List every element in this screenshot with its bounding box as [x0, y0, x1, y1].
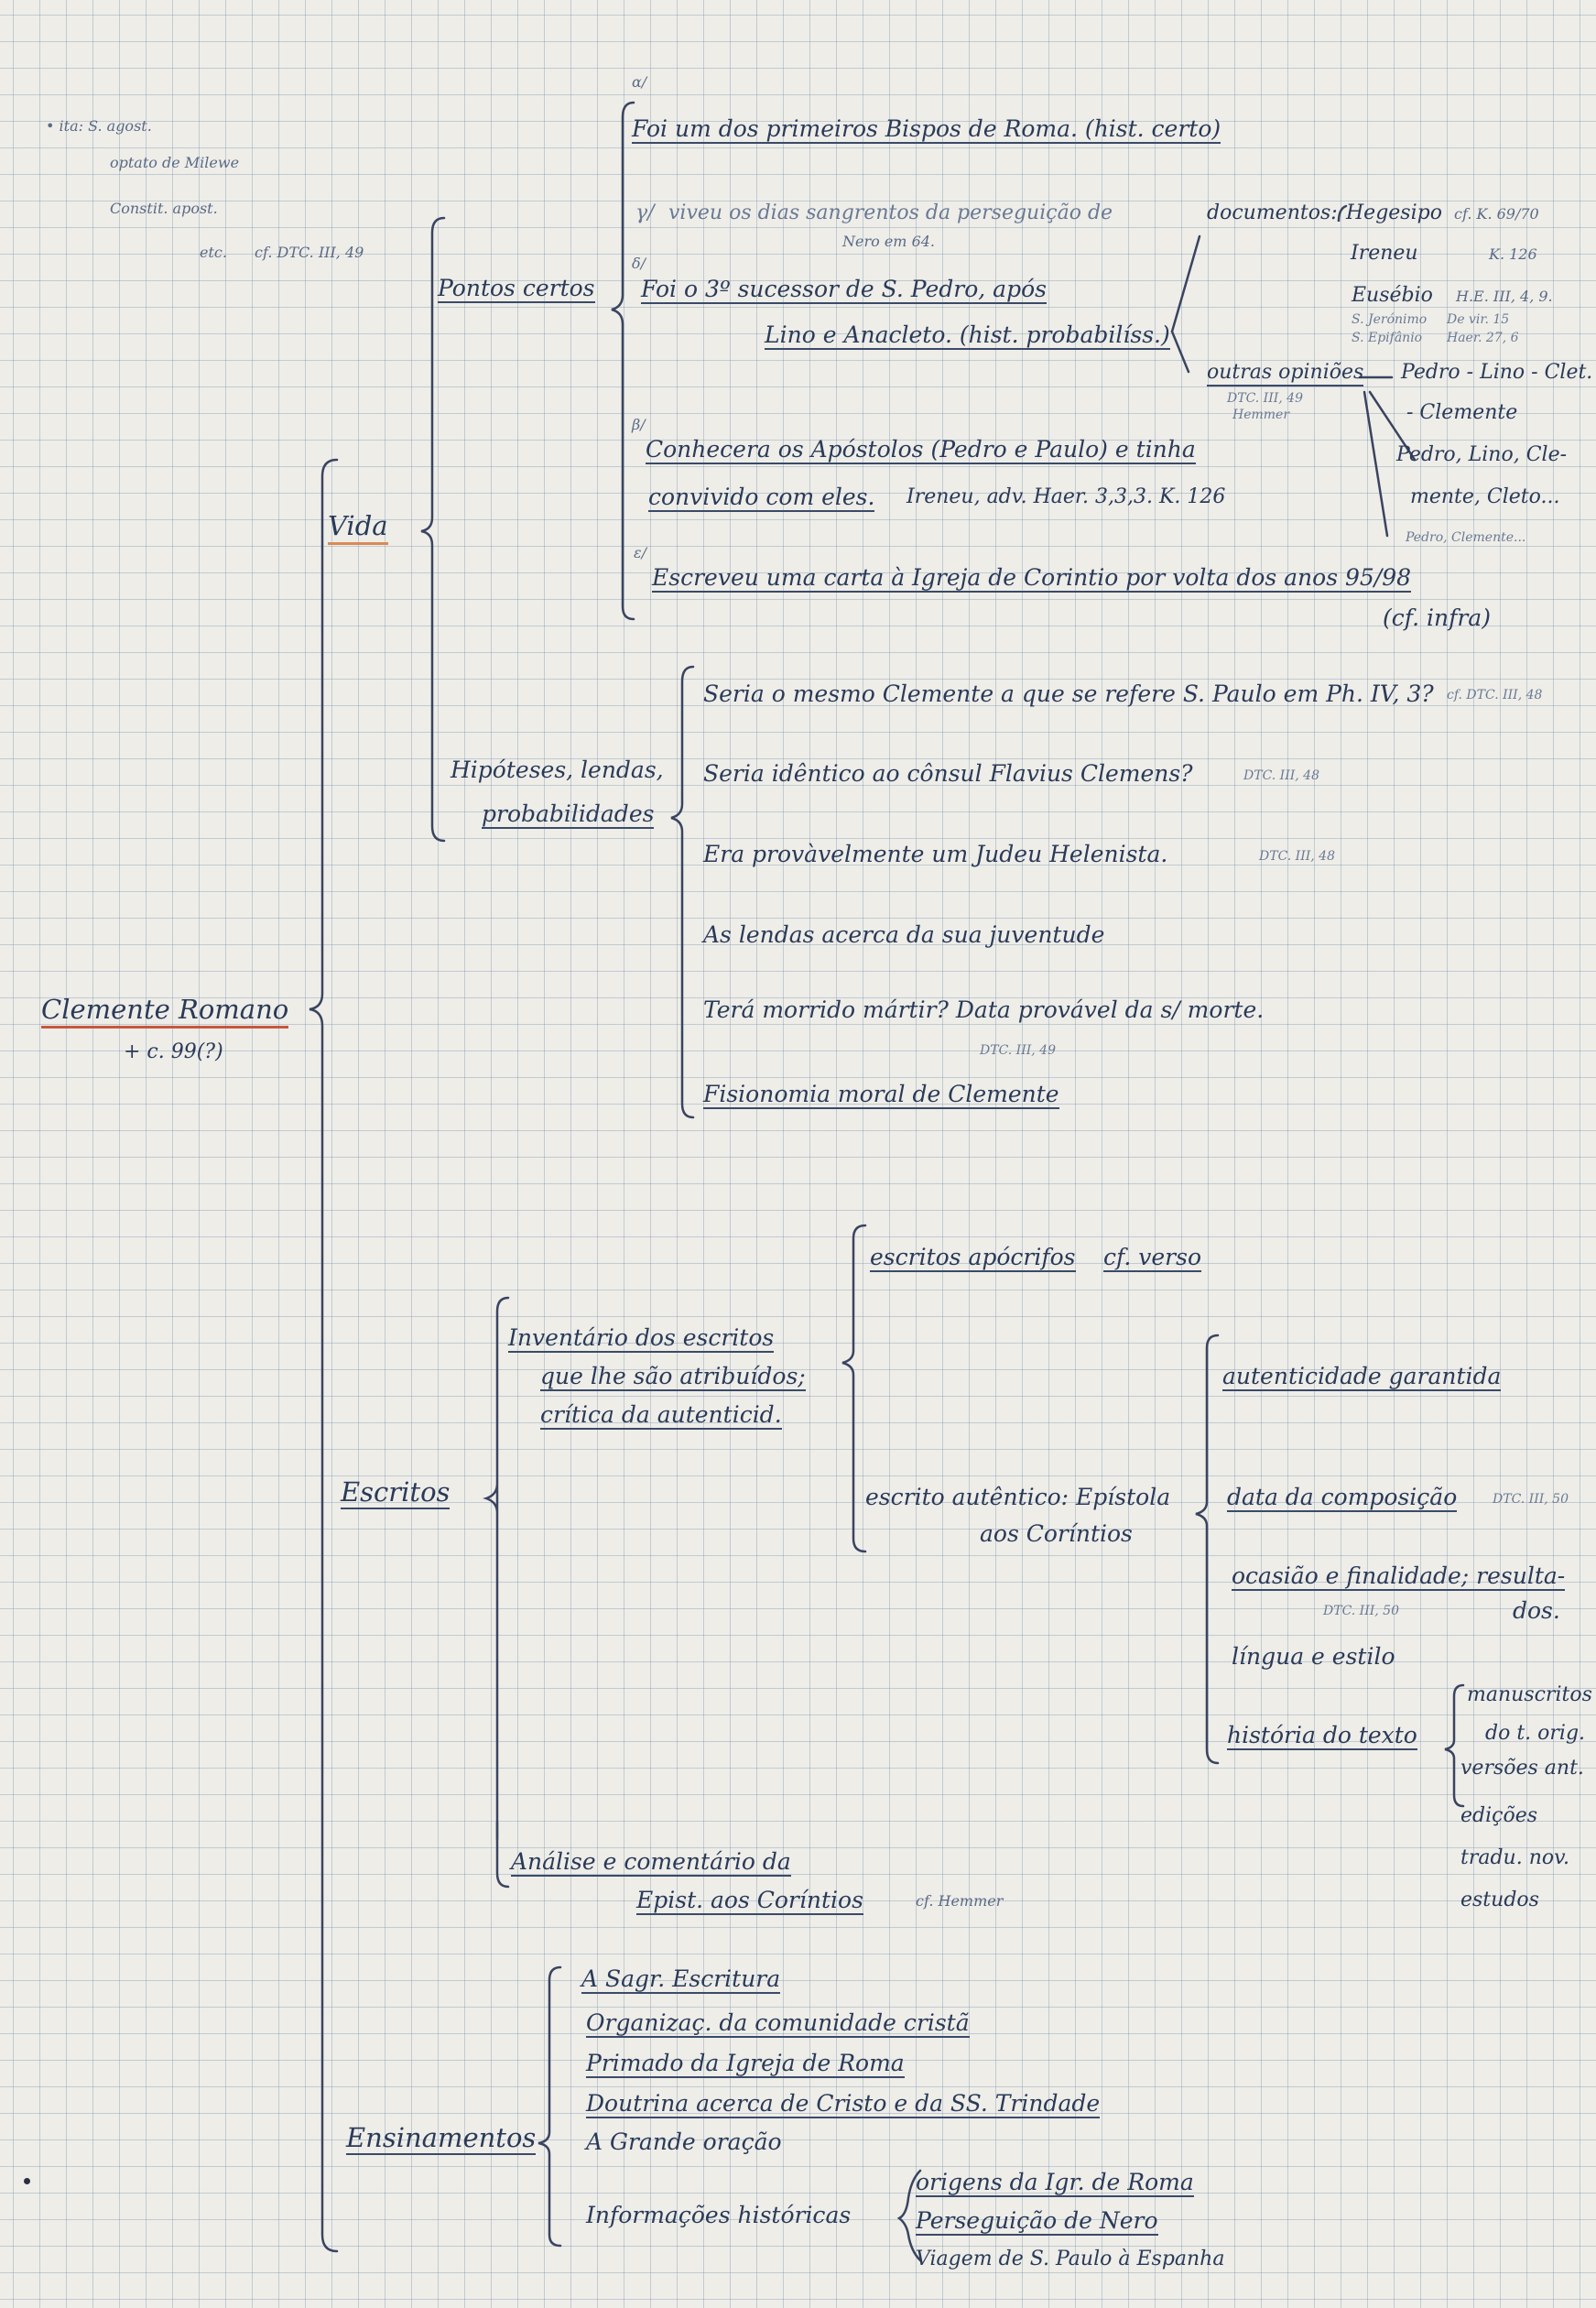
- documentos-entry: S. Jerónimo: [1352, 312, 1428, 327]
- escrito-autentico-2: aos Coríntios: [980, 1520, 1133, 1547]
- inventario-line-2: que lhe são atribuídos;: [540, 1363, 806, 1389]
- analise-ref: cf. Hemmer: [916, 1892, 1004, 1910]
- outras-opinioes-ref: DTC. III, 49: [1227, 391, 1303, 406]
- hipotese-item-2: Seria idêntico ao cônsul Flavius Clemens?: [703, 760, 1193, 787]
- ensinamento-item: Organizaç. da comunidade cristã: [586, 2009, 970, 2036]
- hipotese-item-3: Era provàvelmente um Judeu Helenista.: [703, 841, 1168, 867]
- historia-item: do t. orig.: [1485, 1722, 1586, 1745]
- vida-label: Vida: [328, 513, 388, 545]
- ensinamento-item: Doutrina acerca de Cristo e da SS. Trindade: [586, 2090, 1101, 2117]
- root-subtitle: + c. 99(?): [124, 1040, 223, 1063]
- pontos-item-5: Escreveu uma carta à Igreja de Corintio por volta dos anos 95/98: [652, 564, 1412, 591]
- item-marker: ε/: [634, 544, 646, 561]
- aspect-item: história do texto: [1227, 1722, 1417, 1748]
- pontos-item-4-cont: convivido com eles.: [648, 484, 875, 510]
- escritos-brace: [486, 1298, 508, 1839]
- inventario-line-3: crítica da autenticid.: [540, 1401, 782, 1428]
- item-marker: δ/: [632, 255, 646, 272]
- aspect-suffix: dos.: [1513, 1597, 1560, 1624]
- hipotese-item-6: Fisionomia moral de Clemente: [703, 1081, 1059, 1107]
- pontos-item-4: Conhecera os Apóstolos (Pedro e Paulo) e tinha: [646, 436, 1196, 463]
- hipotese-item-4: As lendas acerca da sua juventude: [703, 921, 1105, 948]
- hipoteses-brace: [671, 667, 693, 1117]
- documentos-ref: H.E. III, 4, 9.: [1456, 288, 1553, 305]
- escrito-autentico-1: escrito autêntico: Epístola: [865, 1484, 1171, 1510]
- vida-brace: [421, 218, 444, 841]
- margin-note-1: • ita: S. agost.: [46, 117, 152, 135]
- escritos-apocrifos-ref: cf. verso: [1103, 1244, 1202, 1270]
- aspect-ref: DTC. III, 50: [1493, 1492, 1569, 1507]
- hipotese-item-5: Terá morrido mártir? Data provável da s/ morte.: [703, 996, 1265, 1023]
- opiniao-entry: Pedro, Clemente...: [1406, 530, 1526, 545]
- aspect-item: língua e estilo: [1232, 1643, 1395, 1670]
- pontos-item-3: Foi o 3º sucessor de S. Pedro, após: [641, 276, 1047, 302]
- margin-note-5: cf. DTC. III, 49: [255, 244, 364, 261]
- inventario-brace: [842, 1225, 865, 1551]
- analise-line-1: Análise e comentário da: [511, 1848, 791, 1875]
- aspect-item: autenticidade garantida: [1222, 1363, 1502, 1389]
- margin-note-2: optato de Milewe: [110, 154, 240, 171]
- hipotese-ref-2: DTC. III, 48: [1243, 768, 1319, 783]
- historica-item: Perseguição de Nero: [916, 2207, 1158, 2234]
- historia-item: versões ant.: [1460, 1757, 1584, 1780]
- pontos-item-2: viveu os dias sangrentos da perseguição de: [668, 201, 1113, 224]
- inventario-line-1: Inventário dos escritos: [508, 1324, 775, 1351]
- documentos-entry: Eusébio: [1352, 284, 1433, 307]
- historia-item: manuscritos: [1467, 1683, 1592, 1706]
- aspect-ref: DTC. III, 50: [1323, 1604, 1399, 1618]
- opiniao-entry: Pedro - Lino - Clet.: [1401, 361, 1593, 384]
- documentos-entry: Hegesipo: [1346, 201, 1442, 224]
- opiniao-entry: Pedro, Lino, Cle-: [1396, 443, 1568, 466]
- ensinamento-item: Primado da Igreja de Roma: [586, 2050, 905, 2076]
- escritos-label: Escritos: [341, 1476, 451, 1508]
- analise-line-2: Epist. aos Coríntios: [636, 1887, 863, 1913]
- hipotese-ref-1: cf. DTC. III, 48: [1447, 688, 1543, 702]
- historia-brace: [1445, 1685, 1463, 1806]
- ensinamento-item: A Grande oração: [586, 2128, 782, 2155]
- pontos-certos-label: Pontos certos: [438, 275, 595, 301]
- ink-dot: [24, 2178, 30, 2184]
- hipoteses-label-2: probabilidades: [482, 800, 655, 827]
- ensinamento-item: Informações históricas: [586, 2202, 852, 2228]
- item-marker: β/: [632, 416, 646, 433]
- historica-item: origens da Igr. de Roma: [916, 2169, 1194, 2195]
- hipoteses-label-1: Hipóteses, lendas,: [451, 757, 664, 783]
- hipotese-ref-3: DTC. III, 48: [1259, 849, 1335, 864]
- documentos-entry: S. Epifânio: [1352, 331, 1423, 345]
- autentico-brace: [1196, 1335, 1218, 1763]
- root-brace: [309, 460, 337, 2251]
- outras-opinioes-ref: Hemmer: [1232, 408, 1290, 422]
- historica-item: Viagem de S. Paulo à Espanha: [916, 2248, 1225, 2270]
- historia-item: tradu. nov.: [1460, 1846, 1569, 1869]
- historia-item: estudos: [1460, 1889, 1539, 1911]
- item-marker: α/: [632, 73, 647, 91]
- outras-opinioes-label: outras opiniões: [1207, 363, 1363, 386]
- documentos-ref: Haer. 27, 6: [1447, 331, 1519, 345]
- pontos-brace: [612, 103, 634, 619]
- aspect-item: ocasião e finalidade; resulta-: [1232, 1562, 1566, 1589]
- hipotese-item-1: Seria o mesmo Clemente a que se refere S. Paulo em Ph. IV, 3?: [703, 680, 1434, 707]
- documentos-ref: cf. K. 69/70: [1454, 205, 1539, 223]
- documentos-entry: Ireneu: [1351, 242, 1418, 265]
- pontos-item-4-ref: Ireneu, adv. Haer. 3,3,3. K. 126: [907, 485, 1226, 508]
- margin-note-3: Constit. apost.: [110, 200, 218, 217]
- opiniao-entry: - Clemente: [1406, 401, 1518, 424]
- pontos-item-2-cont: Nero em 64.: [842, 233, 936, 250]
- documentos-label: documentos:: [1207, 201, 1338, 224]
- ensinamentos-label: Ensinamentos: [346, 2122, 537, 2153]
- root-title: Clemente Romano: [41, 996, 288, 1029]
- opiniao-entry: mente, Cleto...: [1410, 485, 1560, 508]
- documentos-ref: De vir. 15: [1447, 312, 1510, 327]
- item-marker: γ/: [635, 201, 655, 224]
- pontos-item-5-cont: (cf. infra): [1383, 604, 1491, 631]
- documentos-ref: K. 126: [1489, 245, 1537, 263]
- escritos-apocrifos: escritos apócrifos: [870, 1244, 1076, 1270]
- pontos-item-1: Foi um dos primeiros Bispos de Roma. (hist. certo): [632, 115, 1221, 142]
- historia-item: edições: [1460, 1804, 1538, 1827]
- pontos-item-3-cont: Lino e Anacleto. (hist. probabilíss.): [765, 321, 1170, 348]
- ensinamento-item: A Sagr. Escritura: [581, 1965, 781, 1992]
- margin-note-4: etc.: [200, 244, 227, 261]
- hipotese-ref-5: DTC. III, 49: [980, 1043, 1056, 1058]
- aspect-item: data da composição: [1227, 1484, 1458, 1510]
- ensinamentos-brace: [538, 1967, 560, 2246]
